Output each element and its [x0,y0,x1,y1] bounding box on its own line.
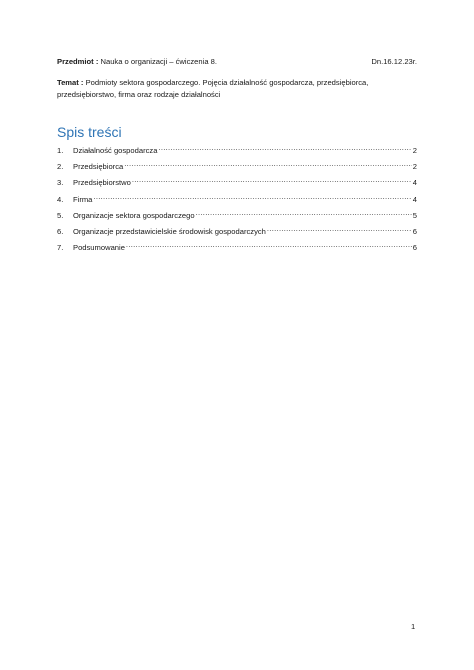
toc-item-label: Przedsiębiorca [73,162,124,172]
toc-item-label: Organizacje przedstawicielskie środowisk gospodarczych [73,226,266,236]
subject-header [57,57,417,67]
topic-paragraph [57,77,417,100]
toc-leader-dots [126,240,412,250]
date-text: Dn.16.12.23r. [371,57,417,66]
toc-item-number: 5. [57,210,64,220]
toc-item[interactable] [57,192,417,208]
toc-leader-dots [132,175,412,185]
toc-item-page: 6 [412,243,417,253]
toc-item-number: 7. [57,243,64,253]
toc-leader-dots [267,224,412,234]
subject-label: Przedmiot : [57,57,99,66]
topic-label: Temat : [57,78,84,87]
toc-item[interactable] [57,208,417,224]
toc-leader-dots [196,208,412,218]
toc-leader-dots [158,143,411,153]
toc-item-page: 2 [412,146,417,155]
toc-item-number: 6. [57,226,64,236]
toc-item-page: 4 [412,194,417,204]
toc-item-page: 6 [412,226,417,236]
subject-value: Nauka o organizacji – ćwiczenia 8. [100,57,217,66]
toc-item-number: 2. [57,162,64,172]
toc-item-label: Przedsiębiorstwo [73,178,131,188]
toc-item-label: Firma [73,194,93,204]
toc-item[interactable] [57,143,417,159]
toc-item-page: 2 [412,162,417,172]
toc-list [57,143,417,256]
toc-leader-dots [93,192,411,202]
toc-item-page: 4 [412,178,417,188]
page-number: 1 [411,622,416,631]
toc-item-label: Organizacje sektora gospodarczego [73,210,195,220]
toc-item[interactable] [57,175,417,191]
topic-value: Podmioty sektora gospodarczego. Pojęcia działalność gospodarcza, przedsiębiorca, przedsiębiorstwo, firma oraz rodzaje działalności [57,78,369,99]
toc-item[interactable] [57,159,417,175]
toc-item[interactable] [57,240,417,256]
toc-item-number: 1. [57,146,64,155]
toc-item-label: Podsumowanie [73,243,125,253]
toc-leader-dots [124,159,412,169]
toc-item[interactable] [57,224,417,240]
toc-item-number: 3. [57,178,64,188]
toc-item-page: 5 [412,210,417,220]
toc-item-label: Działalność gospodarcza [73,146,158,155]
toc-title: Spis treści [57,124,122,140]
toc-item-number: 4. [57,194,64,204]
